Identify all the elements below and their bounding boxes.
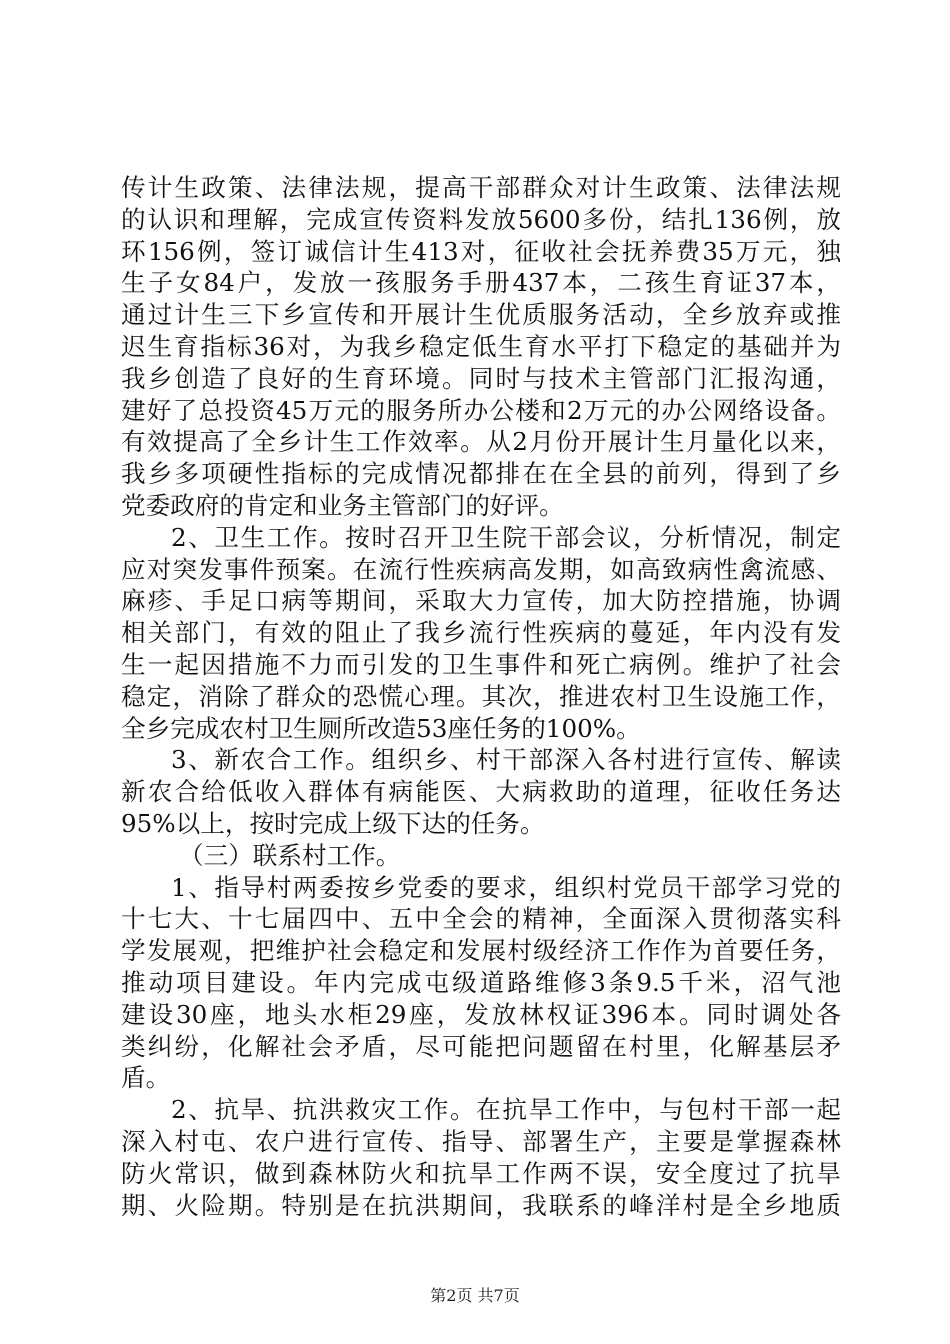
text-line: 十七大、十七届四中、五中全会的精神，全面深入贯彻落实科 [121,904,841,934]
text-line: 盾。 [121,1063,171,1093]
text-line: 深入村屯、农户进行宣传、指导、部署生产，主要是掌握森林 [121,1126,841,1156]
text-line: 生一起因措施不力而引发的卫生事件和死亡病例。维护了社会 [121,649,841,679]
text-line: 我乡创造了良好的生育环境。同时与技术主管部门汇报沟通， [121,363,841,393]
text-line: 1、指导村两委按乡党委的要求，组织村党员干部学习党的 [171,872,841,902]
text-line: 我乡多项硬性指标的完成情况都排在在全县的前列，得到了乡 [121,459,841,489]
text-line: 环156例，签订诚信计生413对，征收社会抚养费35万元，独 [121,236,841,266]
page-footer: 第2页 共7页 [430,1286,520,1305]
text-line: 学发展观，把维护社会稳定和发展村级经济工作作为首要任务， [121,936,841,966]
text-line: 期、火险期。特别是在抗洪期间，我联系的峰洋村是全乡地质 [121,1190,841,1220]
text-line: 全乡完成农村卫生厕所改造53座任务的100%。 [121,713,641,743]
text-line: 建设30座，地头水柜29座，发放林权证396本。同时调处各 [121,999,841,1029]
text-line: 通过计生三下乡宣传和开展计生优质服务活动，全乡放弃或推 [121,300,841,330]
text-line: 有效提高了全乡计生工作效率。从2月份开展计生月量化以来， [121,427,841,457]
text-line: 传计生政策、法律法规，提高干部群众对计生政策、法律法规 [121,173,841,202]
text-line: 3、新农合工作。组织乡、村干部深入各村进行宣传、解读 [171,745,841,775]
text-line: 防火常识，做到森林防火和抗旱工作两不误，安全度过了抗旱 [121,1158,841,1188]
text-line: 2、卫生工作。按时召开卫生院干部会议，分析情况，制定 [171,522,841,552]
text-line: 相关部门，有效的阻止了我乡流行性疾病的蔓延，年内没有发 [121,618,841,648]
text-line: 类纠纷，化解社会矛盾，尽可能把问题留在村里，化解基层矛 [121,1031,841,1061]
text-line: 95%以上，按时完成上级下达的任务。 [121,808,545,838]
text-line: 麻疹、手足口病等期间，采取大力宣传，加大防控措施，协调 [121,586,841,616]
text-line: 生子女84户，发放一孩服务手册437本，二孩生育证37本， [121,268,841,298]
text-line: 建好了总投资45万元的服务所办公楼和2万元的办公网络设备。 [121,395,841,425]
text-line: 稳定，消除了群众的恐慌心理。其次，推进农村卫生设施工作， [121,681,841,711]
text-line: 的认识和理解，完成宣传资料发放5600多份，结扎136例，放 [121,204,841,234]
text-line: 2、抗旱、抗洪救灾工作。在抗旱工作中，与包村干部一起 [171,1095,841,1125]
text-line: 新农合给低收入群体有病能医、大病救助的道理，征收任务达 [121,777,841,807]
text-line: 党委政府的肯定和业务主管部门的好评。 [121,490,564,520]
text-line: （三）联系村工作。 [179,840,401,870]
text-line: 推动项目建设。年内完成屯级道路维修3条9.5千米，沼气池 [121,967,841,997]
text-line: 应对突发事件预案。在流行性疾病高发期，如高致病性禽流感、 [121,554,841,584]
document-body [121,172,841,1221]
text-line: 迟生育指标36对，为我乡稳定低生育水平打下稳定的基础并为 [121,331,841,361]
